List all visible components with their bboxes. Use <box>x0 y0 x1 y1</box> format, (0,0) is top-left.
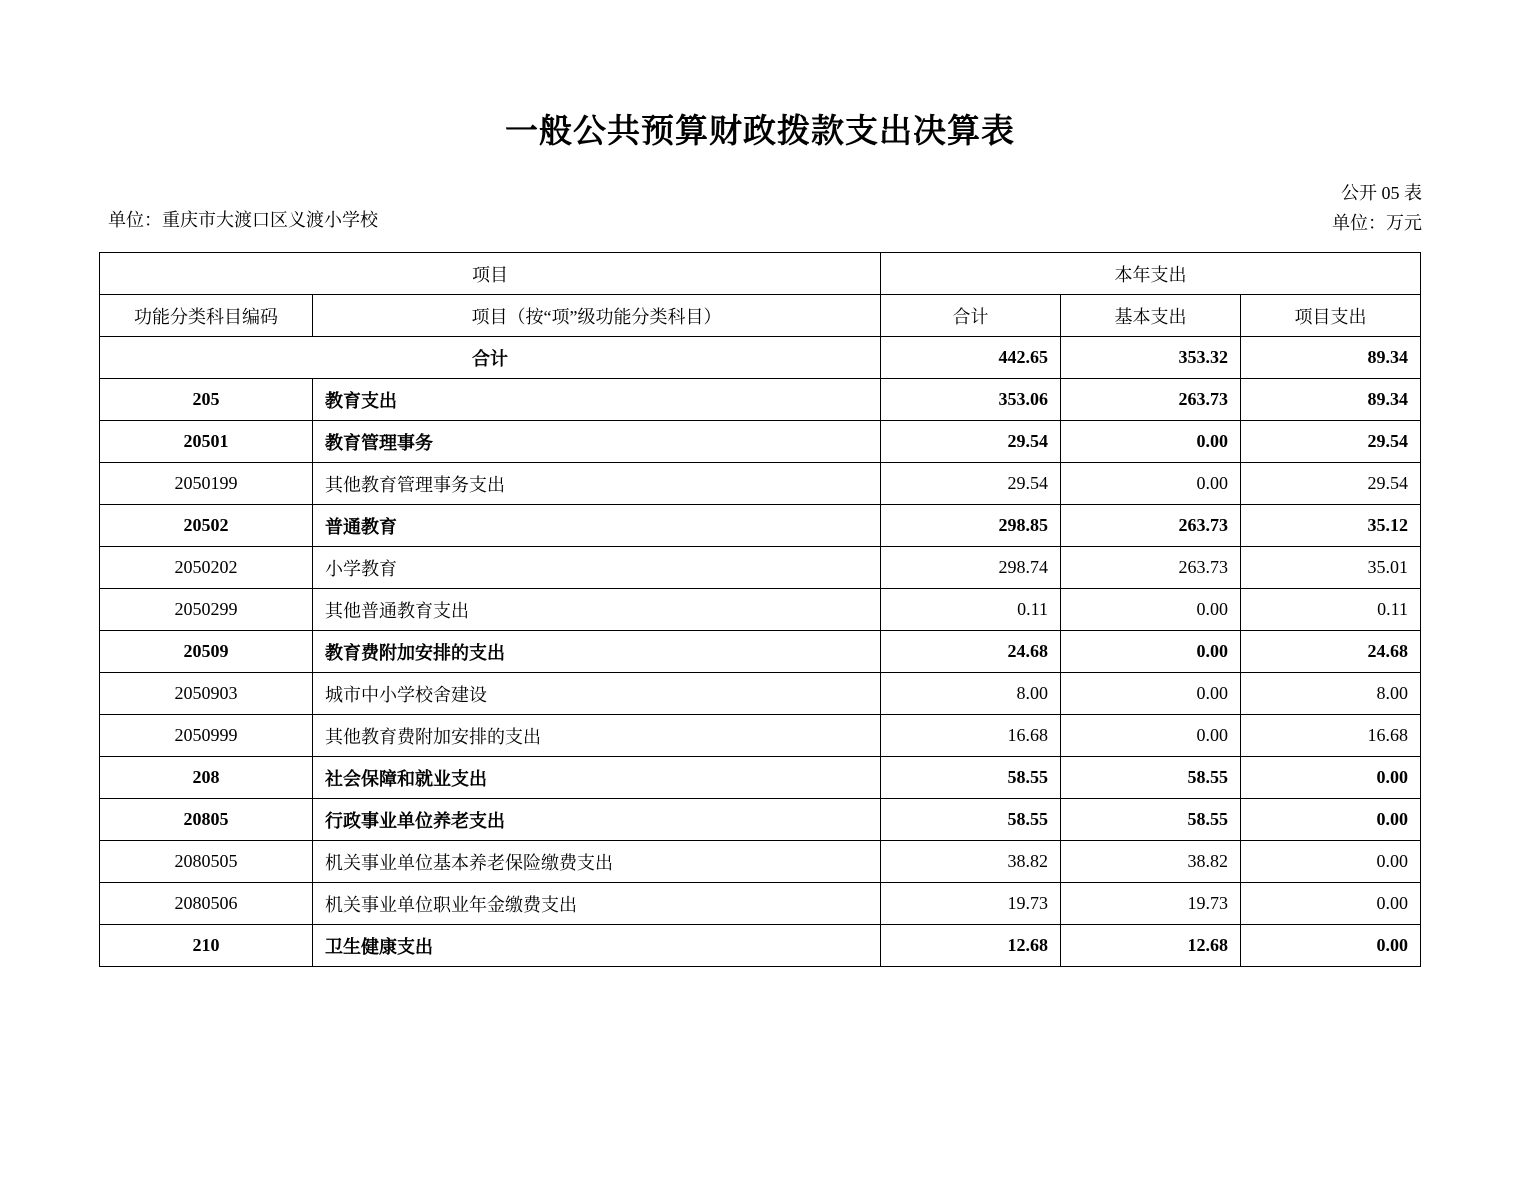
row-total: 24.68 <box>880 631 1060 673</box>
header-col-basic: 基本支出 <box>1060 295 1240 337</box>
row-project: 0.00 <box>1240 757 1420 799</box>
row-basic: 263.73 <box>1060 505 1240 547</box>
table-header-group-row <box>99 253 1420 295</box>
total-value-total: 442.65 <box>880 337 1060 379</box>
row-name: 小学教育 <box>312 547 880 589</box>
row-basic: 263.73 <box>1060 547 1240 589</box>
row-name: 机关事业单位职业年金缴费支出 <box>312 883 880 925</box>
row-name: 其他普通教育支出 <box>312 589 880 631</box>
row-code: 2050299 <box>99 589 312 631</box>
row-total: 19.73 <box>880 883 1060 925</box>
row-total: 58.55 <box>880 757 1060 799</box>
row-project: 0.00 <box>1240 799 1420 841</box>
row-total: 0.11 <box>880 589 1060 631</box>
form-label: 公开 05 表 <box>1341 183 1422 203</box>
row-name: 教育费附加安排的支出 <box>312 631 880 673</box>
header-col-name: 项目（按“项”级功能分类科目） <box>312 295 880 337</box>
table-row <box>99 757 1420 799</box>
row-total: 38.82 <box>880 841 1060 883</box>
row-name: 行政事业单位养老支出 <box>312 799 880 841</box>
row-basic: 0.00 <box>1060 673 1240 715</box>
row-code: 20805 <box>99 799 312 841</box>
row-project: 0.11 <box>1240 589 1420 631</box>
row-code: 2080505 <box>99 841 312 883</box>
total-value-basic: 353.32 <box>1060 337 1240 379</box>
row-project: 0.00 <box>1240 841 1420 883</box>
table-row <box>99 505 1420 547</box>
table-row <box>99 673 1420 715</box>
total-value-project: 89.34 <box>1240 337 1420 379</box>
row-total: 298.85 <box>880 505 1060 547</box>
row-total: 8.00 <box>880 673 1060 715</box>
row-code: 208 <box>99 757 312 799</box>
meta-right-block <box>1332 178 1422 238</box>
table-header-row <box>99 295 1420 337</box>
row-project: 0.00 <box>1240 883 1420 925</box>
row-project: 16.68 <box>1240 715 1420 757</box>
row-basic: 0.00 <box>1060 421 1240 463</box>
document-meta <box>0 178 1520 240</box>
header-group-project: 项目 <box>99 253 880 295</box>
table-row <box>99 799 1420 841</box>
org-label: 单位：重庆市大渡口区义渡小学校 <box>108 210 378 230</box>
table-row <box>99 463 1420 505</box>
row-code: 20501 <box>99 421 312 463</box>
page-title: 一般公共预算财政拨款支出决算表 <box>505 114 1015 150</box>
row-project: 29.54 <box>1240 463 1420 505</box>
row-basic: 58.55 <box>1060 799 1240 841</box>
header-col-total: 合计 <box>880 295 1060 337</box>
table-row <box>99 631 1420 673</box>
row-code: 2050903 <box>99 673 312 715</box>
row-name: 社会保障和就业支出 <box>312 757 880 799</box>
row-total: 12.68 <box>880 925 1060 967</box>
row-basic: 263.73 <box>1060 379 1240 421</box>
table-row <box>99 841 1420 883</box>
row-name: 城市中小学校舍建设 <box>312 673 880 715</box>
unit-label: 单位：万元 <box>1332 213 1422 233</box>
row-basic: 58.55 <box>1060 757 1240 799</box>
row-code: 2080506 <box>99 883 312 925</box>
row-total: 29.54 <box>880 421 1060 463</box>
row-code: 2050199 <box>99 463 312 505</box>
row-code: 20502 <box>99 505 312 547</box>
header-group-year-expense: 本年支出 <box>880 253 1420 295</box>
table-row <box>99 589 1420 631</box>
table-row <box>99 883 1420 925</box>
row-name: 卫生健康支出 <box>312 925 880 967</box>
row-basic: 38.82 <box>1060 841 1240 883</box>
table-body <box>99 253 1420 967</box>
row-name: 教育管理事务 <box>312 421 880 463</box>
row-basic: 0.00 <box>1060 631 1240 673</box>
row-project: 35.01 <box>1240 547 1420 589</box>
table-row <box>99 715 1420 757</box>
header-col-code: 功能分类科目编码 <box>99 295 312 337</box>
row-name: 其他教育管理事务支出 <box>312 463 880 505</box>
row-code: 2050202 <box>99 547 312 589</box>
row-total: 16.68 <box>880 715 1060 757</box>
row-basic: 19.73 <box>1060 883 1240 925</box>
document-page <box>0 105 1520 1179</box>
row-project: 24.68 <box>1240 631 1420 673</box>
row-code: 210 <box>99 925 312 967</box>
row-basic: 0.00 <box>1060 463 1240 505</box>
row-project: 8.00 <box>1240 673 1420 715</box>
row-name: 机关事业单位基本养老保险缴费支出 <box>312 841 880 883</box>
row-code: 2050999 <box>99 715 312 757</box>
row-code: 20509 <box>99 631 312 673</box>
row-basic: 12.68 <box>1060 925 1240 967</box>
row-total: 298.74 <box>880 547 1060 589</box>
row-code: 205 <box>99 379 312 421</box>
row-name: 其他教育费附加安排的支出 <box>312 715 880 757</box>
table-row <box>99 547 1420 589</box>
table-row <box>99 925 1420 967</box>
total-label: 合计 <box>99 337 880 379</box>
table-row <box>99 379 1420 421</box>
row-name: 教育支出 <box>312 379 880 421</box>
row-basic: 0.00 <box>1060 589 1240 631</box>
row-project: 0.00 <box>1240 925 1420 967</box>
row-name: 普通教育 <box>312 505 880 547</box>
row-project: 89.34 <box>1240 379 1420 421</box>
table-total-row <box>99 337 1420 379</box>
row-basic: 0.00 <box>1060 715 1240 757</box>
budget-table <box>99 252 1421 967</box>
row-total: 58.55 <box>880 799 1060 841</box>
header-col-project: 项目支出 <box>1240 295 1420 337</box>
row-total: 353.06 <box>880 379 1060 421</box>
row-total: 29.54 <box>880 463 1060 505</box>
table-row <box>99 421 1420 463</box>
row-project: 35.12 <box>1240 505 1420 547</box>
row-project: 29.54 <box>1240 421 1420 463</box>
